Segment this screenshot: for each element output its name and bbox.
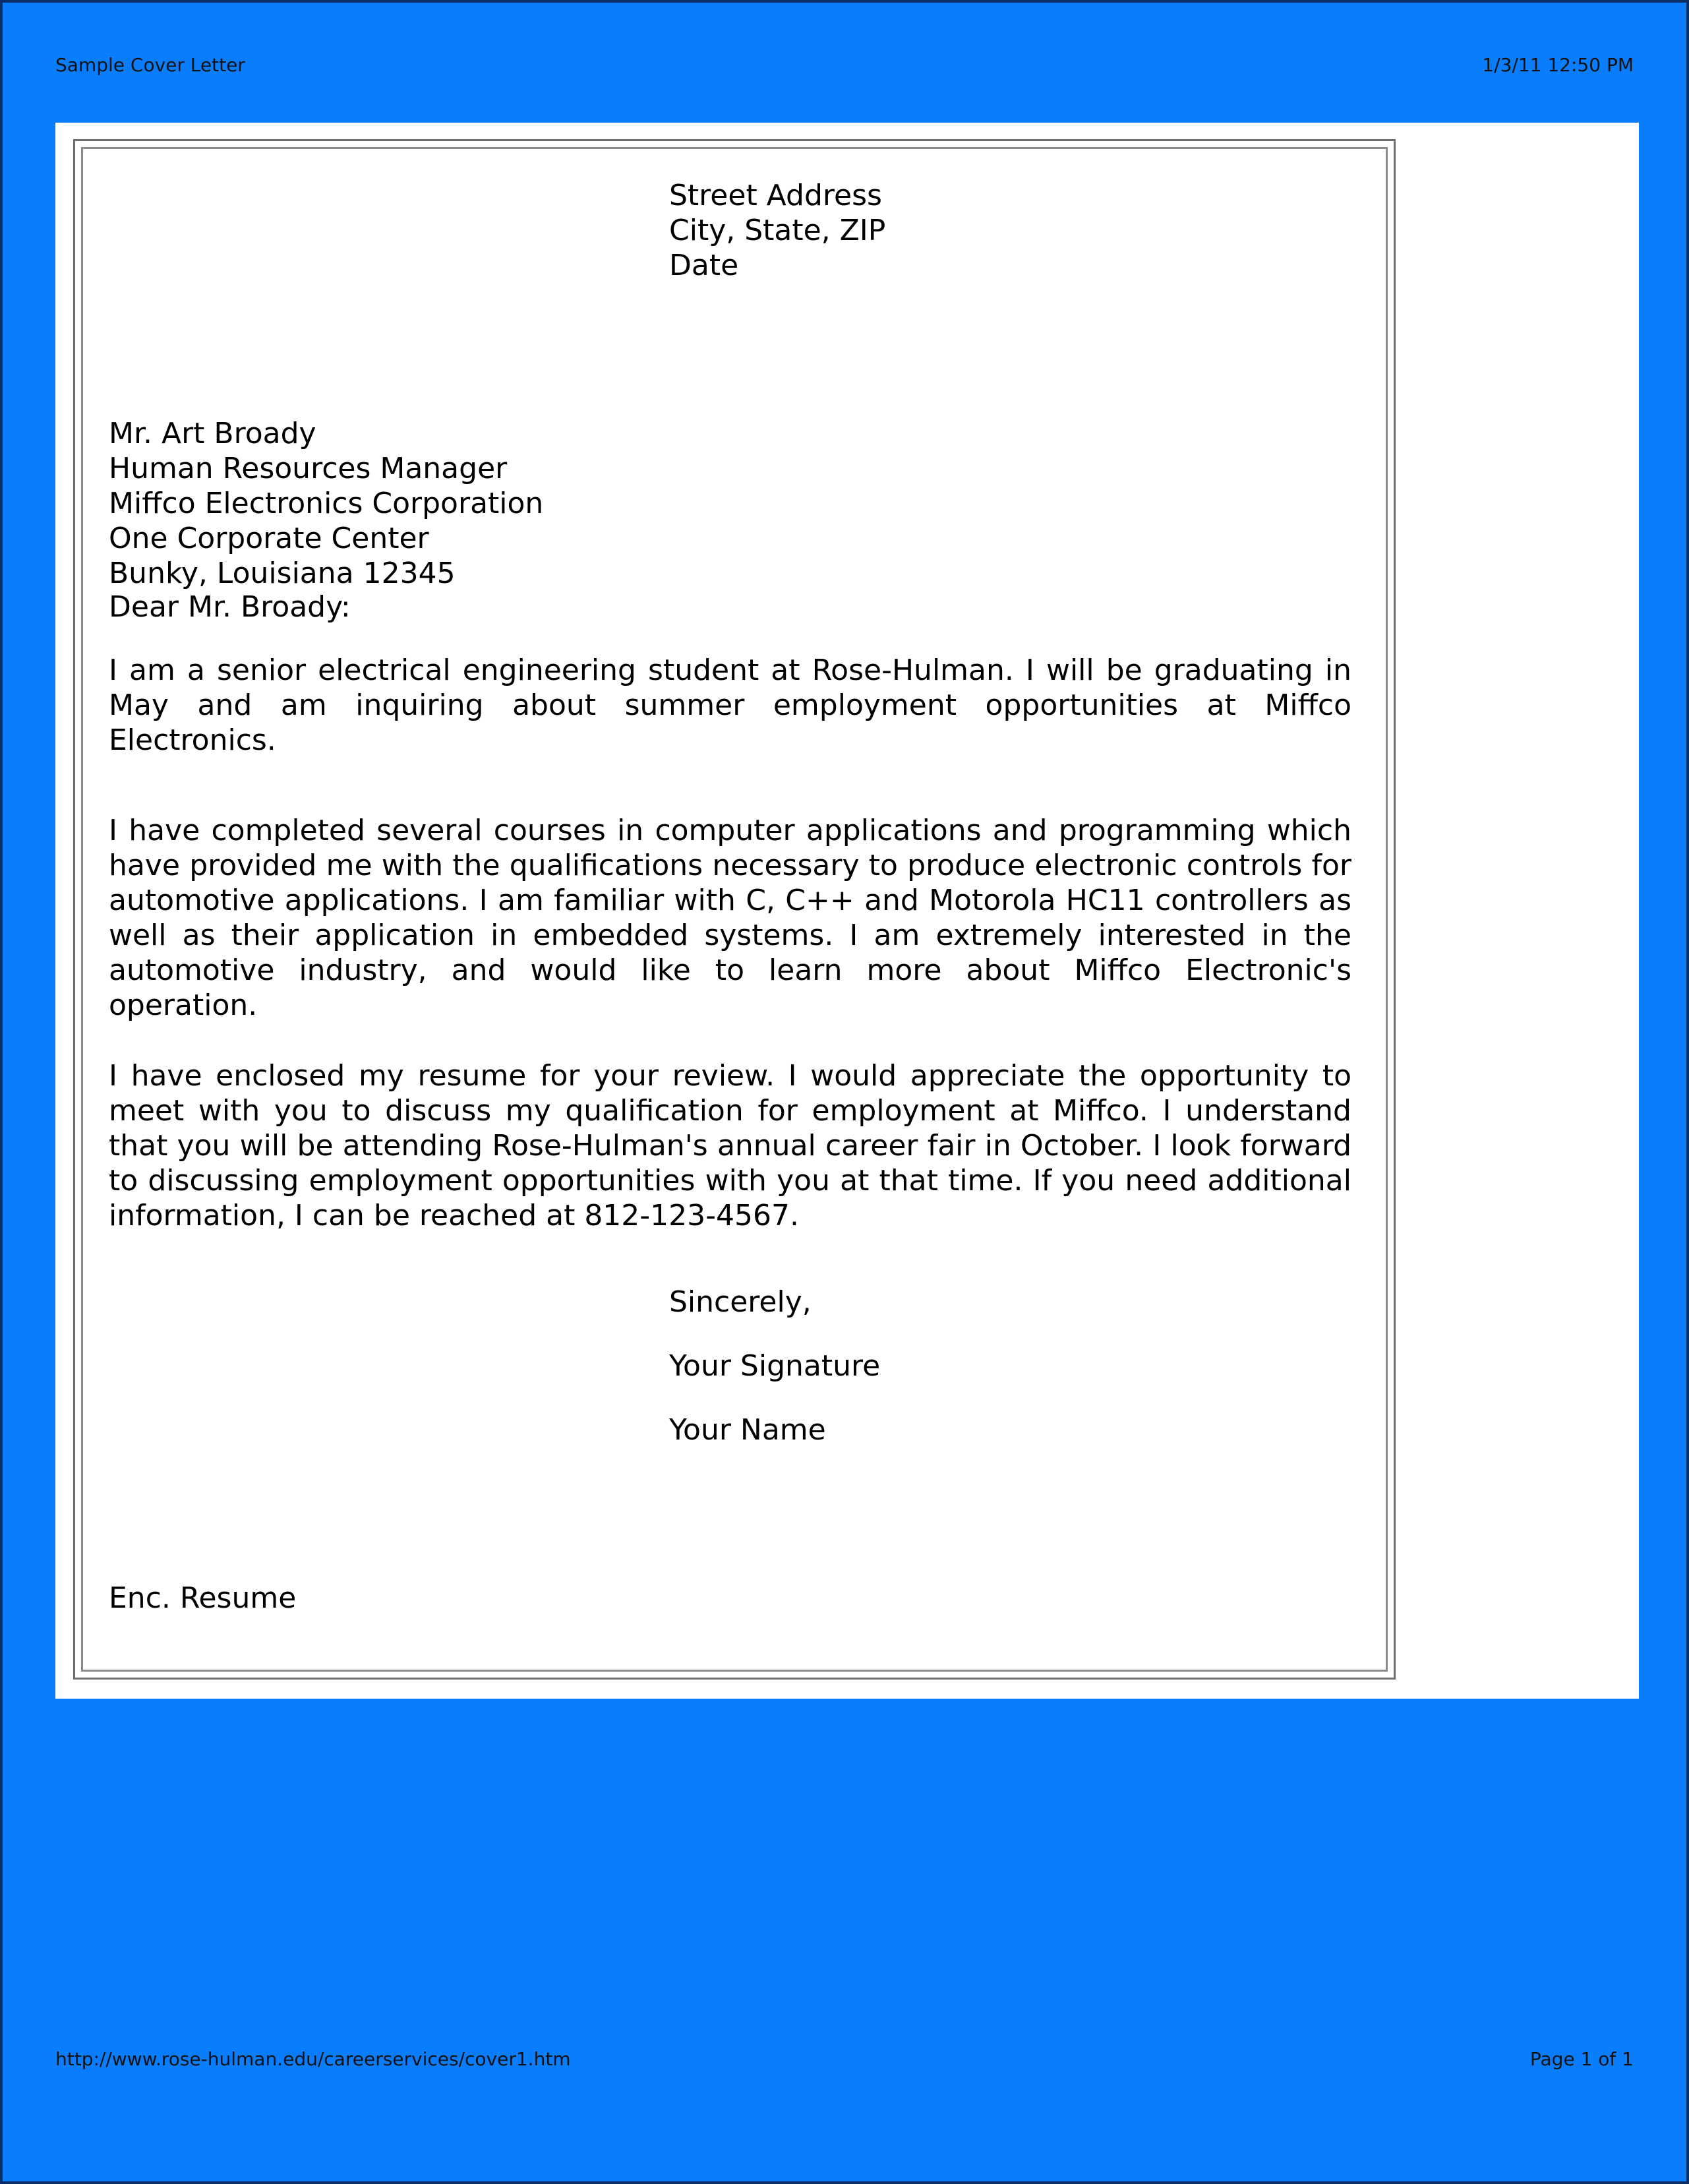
print-header-datetime: 1/3/11 12:50 PM <box>1482 54 1634 76</box>
closing: Sincerely, <box>669 1285 812 1319</box>
body-paragraph-2: I have completed several courses in computer applications and programming which have provided me with the qualifications necessary to produce electronic controls for automotive applications. I am familiar with C, C++ and Motorola HC11 controllers as well as their application in embedded systems. I am extremely interested in the automotive industry, and would like to learn more about Miffco Electronic's operation. <box>109 814 1351 1022</box>
sender-address-block <box>669 178 885 283</box>
recipient-company: Miffco Electronics Corporation <box>109 487 544 520</box>
sender-street: Street Address <box>669 179 882 212</box>
recipient-name: Mr. Art Broady <box>109 417 316 450</box>
body-paragraph-1: I am a senior electrical engineering student at Rose-Hulman. I will be graduating in May and am inquiring about summer employment opportunities at Miffco Electronics. <box>109 653 1351 757</box>
recipient-address-line1: One Corporate Center <box>109 522 429 555</box>
sender-city-state-zip: City, State, ZIP <box>669 214 886 247</box>
sender-name: Your Name <box>669 1413 826 1447</box>
recipient-address-line2: Bunky, Louisiana 12345 <box>109 557 456 590</box>
signature-placeholder: Your Signature <box>669 1349 881 1383</box>
body-paragraph-3: I have enclosed my resume for your review. I would appreciate the opportunity to meet with you to discuss my qualification for employment at Miffco. I understand that you will be attending Rose-Hulman's annual career fair in October. I look forward to discussing employment opportunities with you at that time. If you need additional information, I can be reached at 812-123-4567. <box>109 1059 1351 1232</box>
print-footer-page-number: Page 1 of 1 <box>1529 2048 1634 2070</box>
recipient-address-block <box>109 416 543 591</box>
salutation: Dear Mr. Broady: <box>109 590 351 624</box>
printed-page <box>55 123 1639 1699</box>
enclosure-note: Enc. Resume <box>109 1581 297 1615</box>
recipient-title: Human Resources Manager <box>109 452 508 485</box>
letter-border <box>73 139 1396 1680</box>
print-footer-url: http://www.rose-hulman.edu/careerservices/cover1.htm <box>55 2048 571 2070</box>
letter-date: Date <box>669 249 739 282</box>
print-header-title: Sample Cover Letter <box>55 54 245 76</box>
